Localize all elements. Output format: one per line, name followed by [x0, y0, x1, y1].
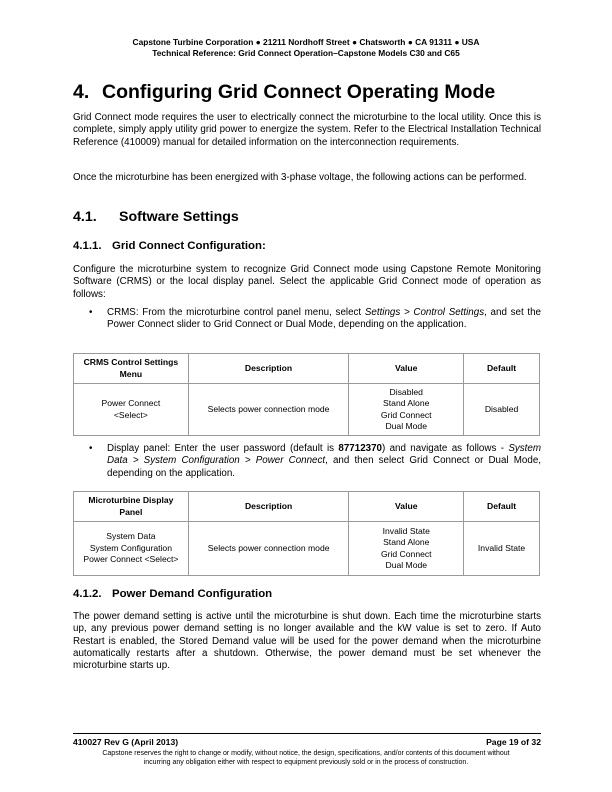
- value-option: Disabled: [389, 386, 423, 397]
- crms-bullet-text-end: , and set the Power Connect slider to Grid Connect or Dual Mode, depending on the application.: [107, 307, 542, 331]
- menu-cell: [74, 522, 189, 576]
- col-header-description: Description: [188, 354, 349, 384]
- crms-settings-table: [73, 353, 540, 436]
- section-number: 4.: [73, 81, 90, 103]
- col-header-default: Default: [464, 354, 540, 384]
- footer-doc-number: 410027 Rev G (April 2013): [73, 737, 179, 747]
- energized-paragraph: Once the microturbine has been energized with 3-phase voltage, the following actions can be performed.: [73, 172, 527, 183]
- subsection-heading: [73, 209, 239, 225]
- table-header-row: [74, 492, 540, 522]
- menu-line: System Data: [106, 531, 156, 542]
- col-header-default: Default: [464, 492, 540, 522]
- value-option: Dual Mode: [385, 420, 427, 431]
- footer-disclaimer: [0, 749, 612, 768]
- value-cell: [349, 384, 464, 436]
- col-header-menu: CRMS Control Settings Menu: [74, 354, 189, 384]
- value-cell: [349, 522, 464, 576]
- table-header-row: [74, 354, 540, 384]
- crms-menu-path: Settings > Control Settings: [364, 307, 485, 318]
- grid-config-title: Grid Connect Configuration:: [112, 240, 266, 252]
- header-doc-title: Technical Reference: Grid Connect Operation–Capstone Models C30 and C65: [152, 48, 460, 58]
- grid-config-heading: [73, 240, 266, 252]
- disclaimer-line: Capstone reserves the right to change or modify, without notice, the design, specifications, and/or contents of this document without: [102, 750, 510, 757]
- default-cell: Invalid State: [464, 522, 540, 576]
- menu-line: Power Connect <Select>: [83, 554, 179, 565]
- intro-paragraph: Grid Connect mode requires the user to electrically connect the microturbine to the local utility. Once this is complete, simply apply utility grid power to energize the system. Refer to the Electrical Installation Technical Reference (410009) manual for detailed information on the interconnection requirements.: [73, 112, 541, 148]
- display-panel-bullet: [89, 443, 541, 480]
- value-option: Dual Mode: [385, 559, 428, 570]
- power-demand-number: 4.1.2.: [73, 588, 102, 600]
- value-option: Stand Alone: [383, 398, 430, 409]
- display-panel-table: [73, 491, 540, 576]
- crms-bullet-text: CRMS: From the microturbine control panel menu, select: [107, 307, 365, 318]
- description-cell: Selects power connection mode: [188, 384, 349, 436]
- table-row: [74, 384, 540, 436]
- table-row: [74, 522, 540, 576]
- col-header-menu: Microturbine Display Panel: [74, 492, 189, 522]
- value-option: Invalid State: [382, 525, 430, 536]
- display-bullet-text-end: , and then select Grid Connect or Dual Mode, depending on the application.: [107, 455, 541, 479]
- menu-line: <Select>: [113, 409, 148, 420]
- bullet-dot-icon: •: [89, 307, 93, 318]
- section-title: Configuring Grid Connect Operating Mode: [102, 81, 496, 103]
- menu-line: System Configuration: [89, 542, 172, 553]
- display-menu-path: System Data > System Configuration > Power Connect: [107, 443, 541, 467]
- menu-cell: [74, 384, 189, 436]
- footer-divider: [73, 733, 541, 734]
- col-header-value: Value: [349, 492, 464, 522]
- subsection-title: Software Settings: [119, 209, 239, 225]
- description-cell: Selects power connection mode: [188, 522, 349, 576]
- display-bullet-text: Display panel: Enter the user password (default is: [107, 443, 339, 454]
- col-header-value: Value: [349, 354, 464, 384]
- col-header-description: Description: [188, 492, 349, 522]
- power-demand-paragraph: The power demand setting is active until the microturbine is shut down. Each time the microturbine starts up, any previous power demand setting is no longer available and the kW value is set to zero. If Auto Restart is enabled, the Stored Demand value will be used for the power demand when the microturbine automatically restarts after a shutdown. Otherwise, the power demand must be set whenever the microturbine starts up.: [73, 611, 541, 672]
- value-option: Grid Connect: [380, 409, 432, 420]
- value-option: Stand Alone: [383, 537, 430, 548]
- menu-line: Power Connect: [101, 398, 161, 409]
- subsection-number: 4.1.: [73, 209, 97, 225]
- section-heading: [73, 81, 495, 104]
- header-address: Capstone Turbine Corporation ● 21211 Nordhoff Street ● Chatsworth ● CA 91311 ● USA: [132, 37, 480, 47]
- power-demand-title: Power Demand Configuration: [112, 588, 273, 600]
- footer-page-number: Page 19 of 32: [486, 737, 541, 747]
- disclaimer-line: incurring any obligation either with respect to equipment previously sold or in the process of construction.: [143, 759, 469, 767]
- display-bullet-text: ) and navigate as follows -: [382, 443, 509, 454]
- crms-bullet: [89, 307, 541, 332]
- page-header: [0, 37, 612, 59]
- bullet-dot-icon: •: [89, 443, 93, 454]
- grid-config-intro: Configure the microturbine system to recognize Grid Connect mode using Capstone Remote Monitoring Software (CRMS) or the local display panel. Select the applicable Grid Connect mode of operation as follows:: [73, 264, 541, 300]
- value-option: Grid Connect: [380, 548, 432, 559]
- default-cell: Disabled: [464, 384, 540, 436]
- grid-config-number: 4.1.1.: [73, 240, 102, 252]
- default-password: 87712370: [338, 443, 382, 454]
- power-demand-heading: [73, 588, 272, 600]
